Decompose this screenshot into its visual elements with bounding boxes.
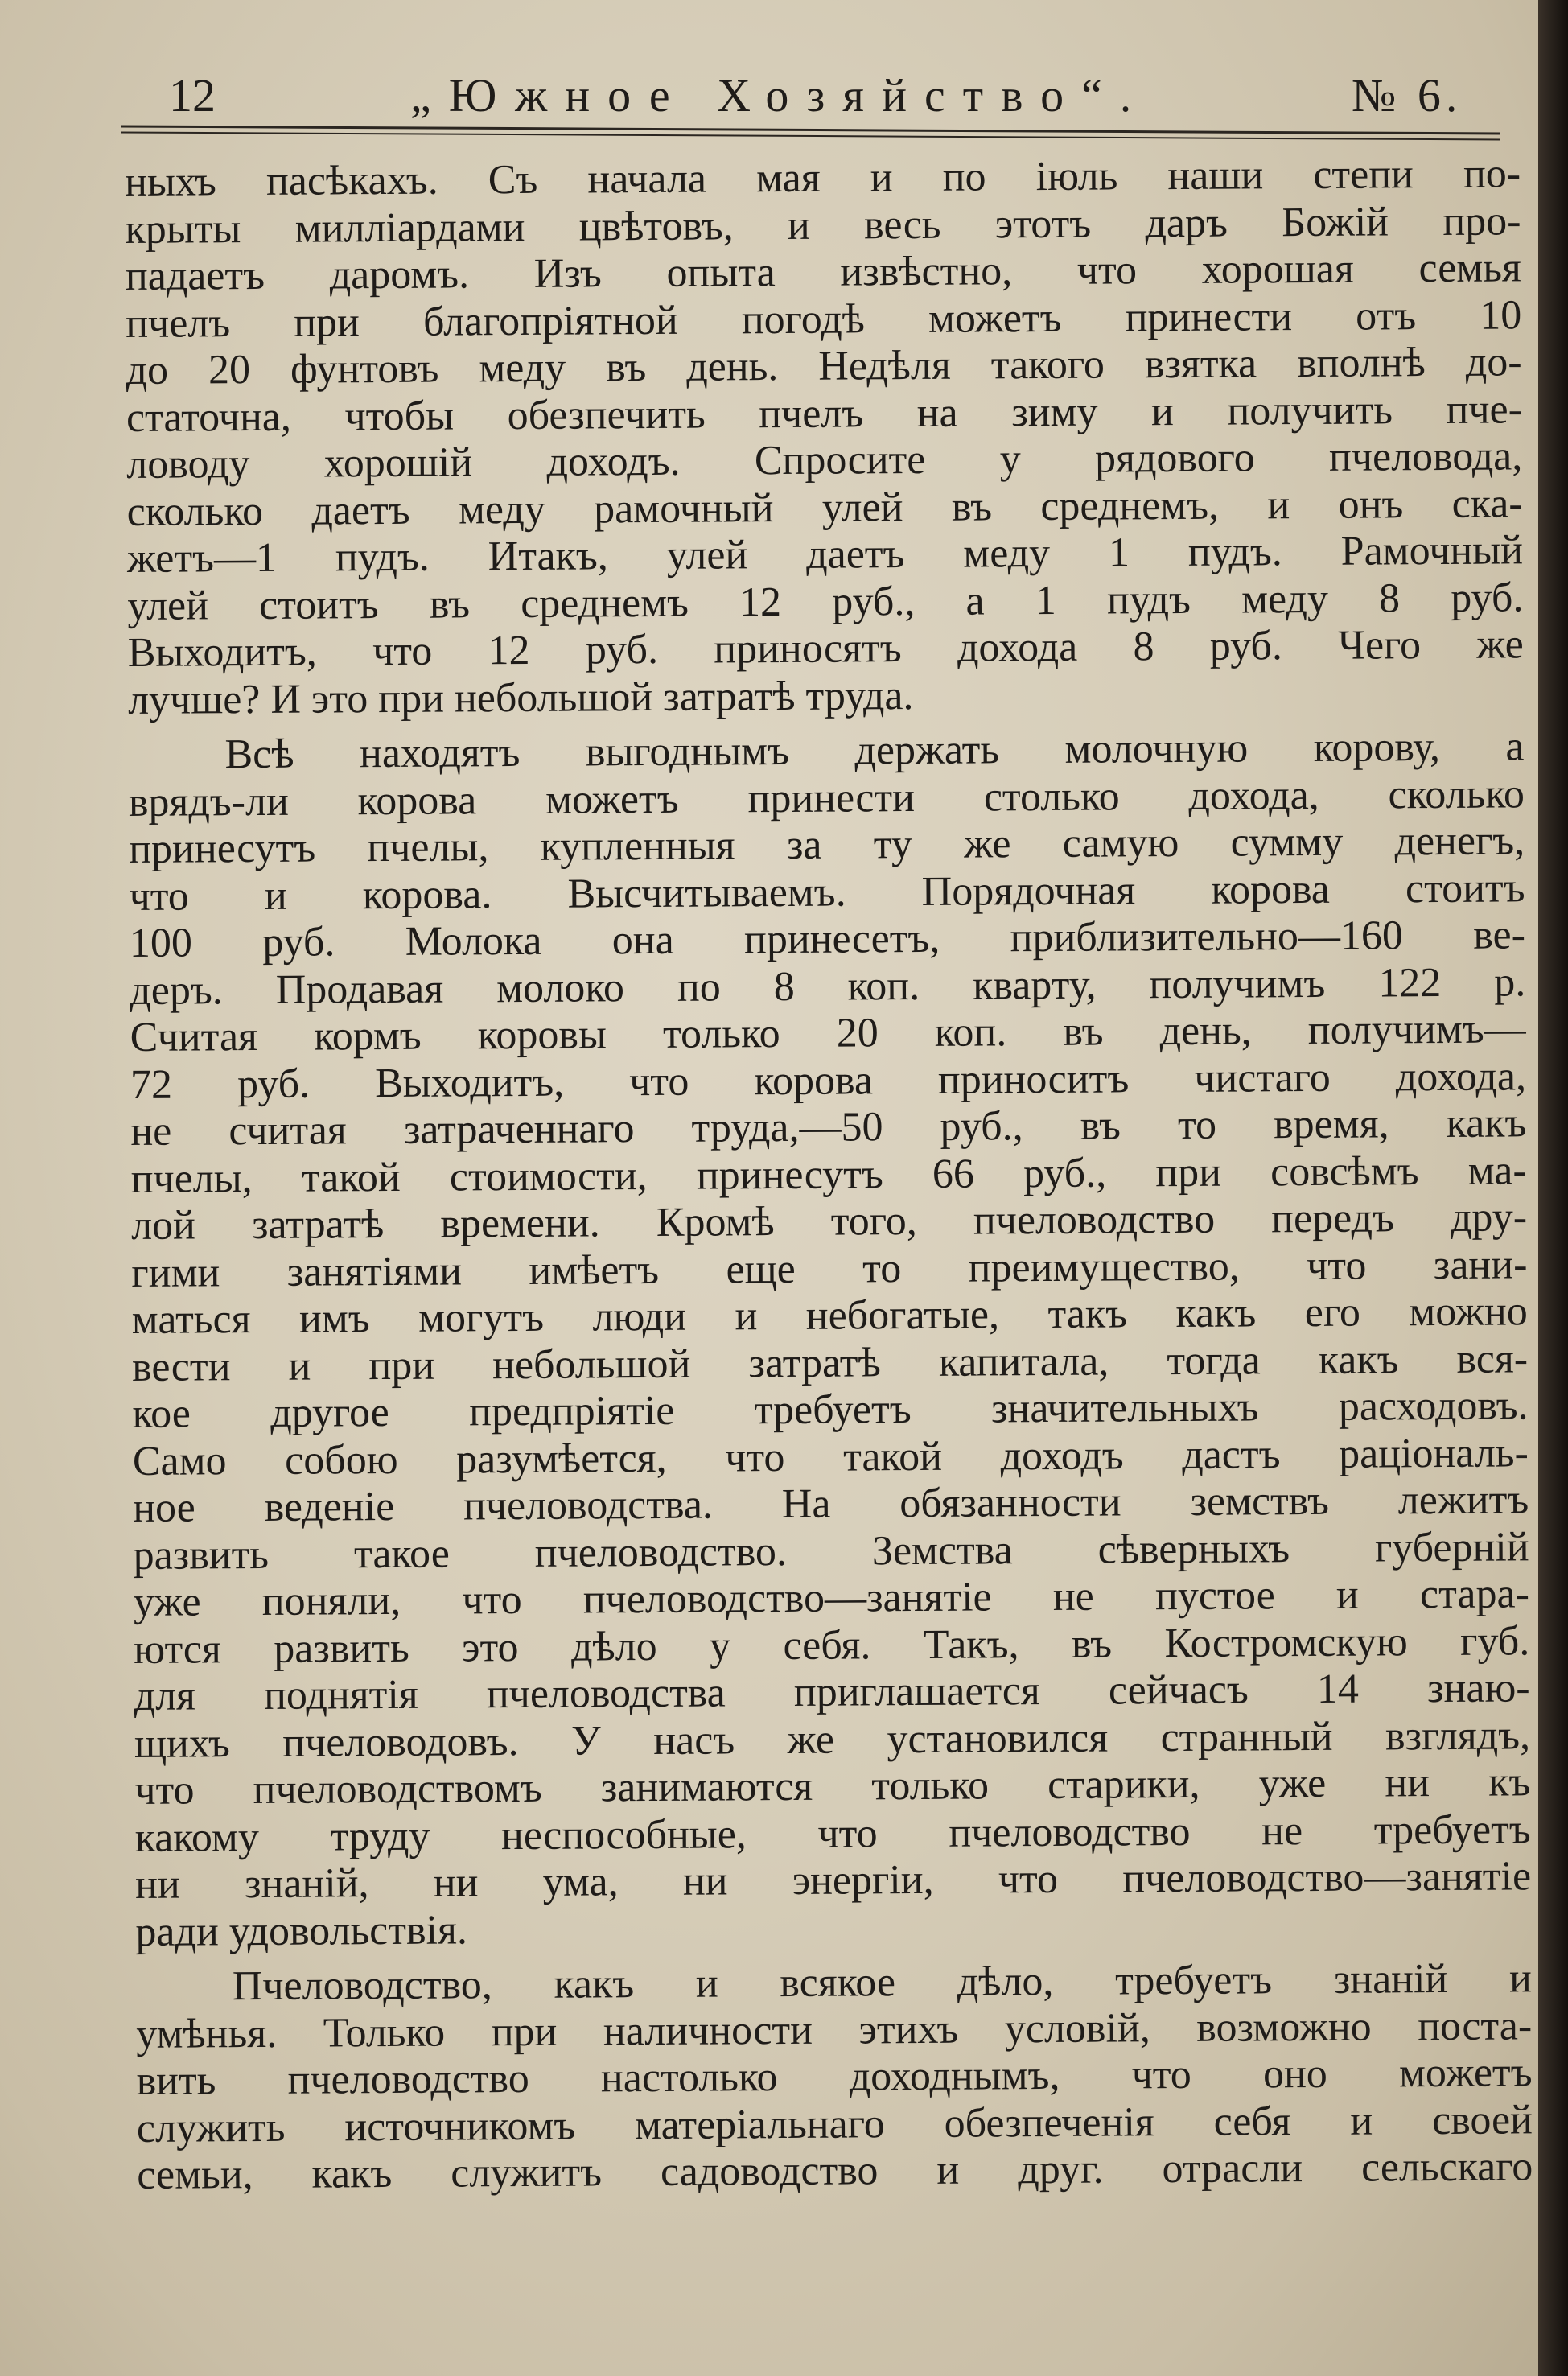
text-line: ное веденіе пчеловодства. На обязанности земствъ лежитъ (133, 1476, 1529, 1531)
text-line: до 20 фунтовъ меду въ день. Недѣля такого взятка вполнѣ до- (126, 339, 1522, 393)
text-line: уже поняли, что пчеловодство—занятіе не пустое и стара- (133, 1571, 1530, 1625)
text-line: не считая затраченнаго труда,—50 руб., въ то время, какъ (130, 1100, 1527, 1155)
text-line: улей стоитъ въ среднемъ 12 руб., а 1 пудъ меду 8 руб. (127, 574, 1524, 629)
text-line: Всѣ находятъ выгоднымъ держать молочную корову, а (224, 723, 1525, 778)
text-line: лучше? И это при небольшой затратѣ труда. (127, 672, 914, 723)
page-header (121, 68, 1504, 133)
text-line: пчелъ при благопріятной погодѣ можетъ принести отъ 10 (126, 291, 1522, 347)
text-line: Считая кормъ коровы только 20 коп. въ день, получимъ— (130, 1006, 1526, 1060)
text-line: щихъ пчеловодовъ. У насъ же установился странный взглядъ, (134, 1711, 1531, 1767)
text-line: что пчеловодствомъ занимаются только старики, уже ни къ (134, 1759, 1531, 1814)
issue-number: № 6. (1352, 69, 1463, 121)
text-line: ловоду хорошій доходъ. Спросите у рядового пчеловода, (126, 433, 1523, 488)
text-line: 100 руб. Молока она принесетъ, приблизительно—160 ве- (129, 912, 1526, 966)
text-line: Выходитъ, что 12 руб. приносятъ дохода 8 руб. Чего же (127, 621, 1524, 676)
text-line: жетъ—1 пудъ. Итакъ, улей даетъ меду 1 пудъ. Рамочный (126, 527, 1524, 582)
text-line: сколько даетъ меду рамочный улей въ среднемъ, и онъ ска- (126, 480, 1523, 535)
text-line: какому труду неспособные, что пчеловодство не требуетъ (134, 1806, 1531, 1861)
text-line: вести и при небольшой затратѣ капитала, тогда какъ вся- (131, 1335, 1529, 1390)
text-line: деръ. Продавая молоко по 8 коп. кварту, получимъ 122 р. (130, 958, 1526, 1014)
text-line: маться имъ могутъ люди и небогатые, такъ какъ его можно (131, 1288, 1528, 1343)
text-line: ни знаній, ни ума, ни энергіи, что пчеловодство—занятіе (134, 1853, 1532, 1908)
book-spine-shadow (1538, 0, 1568, 2376)
text-line: Само собою разумѣется, что такой доходъ дастъ раціональ- (132, 1429, 1529, 1484)
text-line: пчелы, такой стоимости, принесутъ 66 руб., при совсѣмъ ма- (130, 1147, 1527, 1202)
text-line: крыты милліардами цвѣтовъ, и весь этотъ даръ Божій про- (125, 197, 1521, 253)
paragraph (125, 150, 1524, 724)
text-line: семьи, какъ служитъ садоводство и друг. отрасли сельскаго (137, 2143, 1533, 2198)
journal-title: „Южное Хозяйство“. (410, 69, 1150, 121)
text-line: Пчеловодство, какъ и всякое дѣло, требуетъ знаній и (232, 1955, 1533, 2010)
text-line: ются развить это дѣло у себя. Такъ, въ Костромскую губ. (134, 1617, 1530, 1673)
text-line: принесутъ пчелы, купленныя за ту же самую сумму денегъ, (129, 817, 1525, 872)
text-line: вить пчеловодство настолько доходнымъ, что оно можетъ (136, 2049, 1533, 2104)
text-line: падаетъ даромъ. Изъ опыта извѣстно, что хорошая семья (125, 245, 1522, 299)
text-line: для поднятія пчеловодства приглашается сейчасъ 14 знаю- (134, 1665, 1530, 1719)
text-line: умѣнья. Только при наличности этихъ условій, возможно поста- (136, 2002, 1533, 2057)
text-line: гими занятіями имѣетъ еще то преимущество, что зани- (131, 1241, 1528, 1296)
text-line: служить источникомъ матеріальнаго обезпеченія себя и своей (136, 2096, 1533, 2152)
text-line: ради удовольствія. (135, 1906, 468, 1955)
article-body (125, 150, 1533, 2199)
text-line: что и корова. Высчитываемъ. Порядочная корова стоитъ (129, 864, 1525, 920)
text-line: лой затратѣ времени. Кромѣ того, пчеловодство передъ дру- (130, 1194, 1528, 1249)
text-line: развить такое пчеловодство. Земства сѣверныхъ губерній (133, 1523, 1529, 1579)
text-line: кое другое предпріятіе требуетъ значительныхъ расходовъ. (132, 1382, 1529, 1437)
text-line: ныхъ пасѣкахъ. Съ начала мая и по іюль наши степи по- (125, 150, 1521, 205)
text-line: статочна, чтобы обезпечить пчелъ на зиму и получить пче- (126, 385, 1523, 441)
page-number: 12 (169, 69, 216, 121)
text-line: 72 руб. Выходитъ, что корова приноситъ чистаго дохода, (130, 1052, 1527, 1108)
paragraph (136, 1955, 1533, 2199)
paragraph (128, 723, 1531, 1956)
text-line: врядъ-ли корова можетъ принести столько дохода, сколько (128, 770, 1525, 826)
